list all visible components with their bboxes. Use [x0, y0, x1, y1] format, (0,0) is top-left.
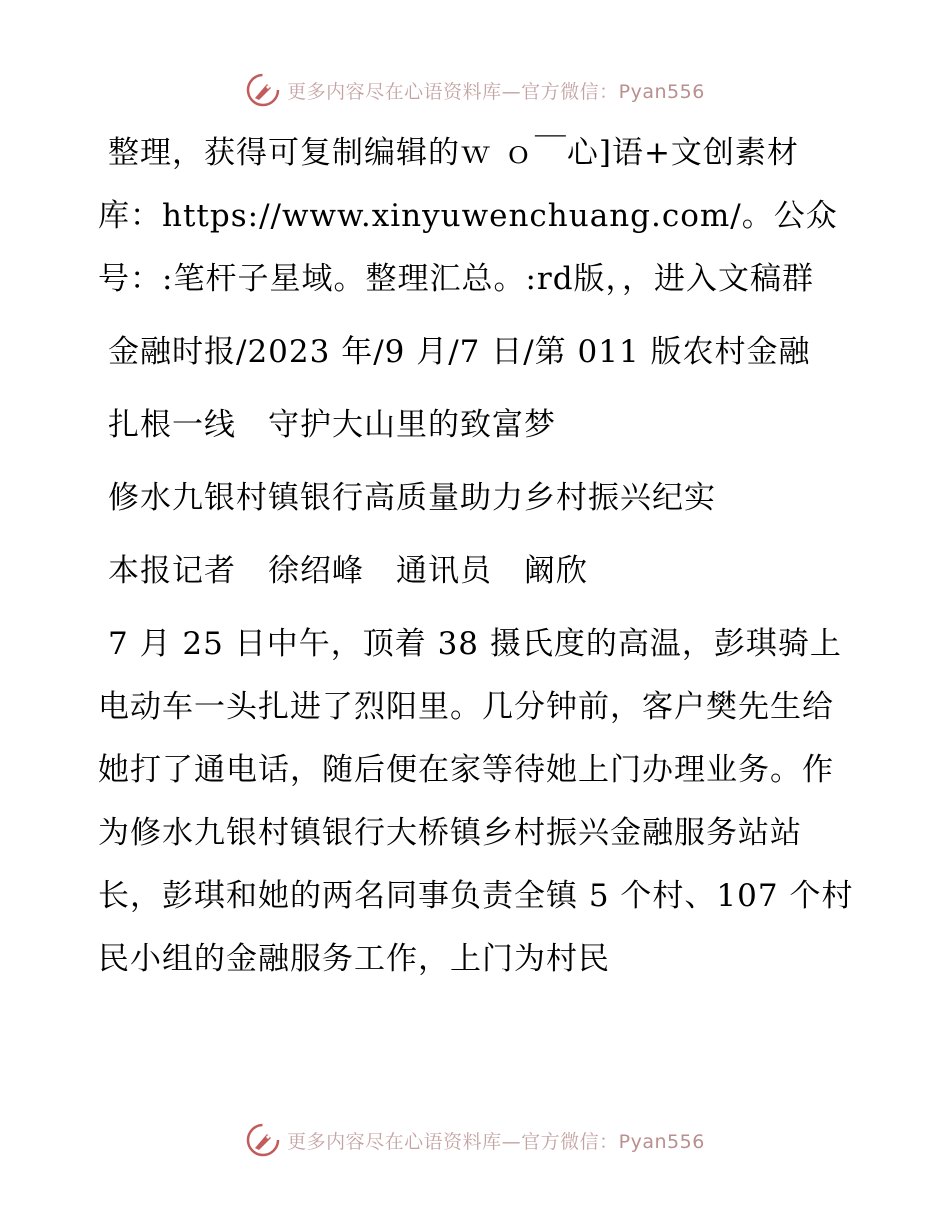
watermark-text: 更多内容尽在心语资料库—官方微信：Pyan556 — [287, 1130, 705, 1153]
article-subtitle: 修水九银村镇银行高质量助力乡村振兴纪实 — [108, 480, 716, 516]
footer-watermark — [0, 1120, 950, 1160]
header-watermark — [0, 70, 950, 110]
source-line: 金融时报/2023 年/9 月/7 日/第 011 版农村金融 — [108, 334, 811, 370]
article-title: 扎根一线 守护大山里的致富梦 — [108, 407, 556, 443]
document-body — [98, 122, 858, 1001]
watermark-text: 更多内容尽在心语资料库—官方微信：Pyan556 — [287, 80, 705, 103]
byline: 本报记者 徐绍峰 通讯员 阚欣 — [108, 553, 588, 589]
pen-nib-circle-icon — [245, 72, 281, 108]
pen-nib-circle-icon — [245, 1122, 281, 1158]
watermark-wechat: Pyan556 — [618, 1130, 705, 1153]
watermark-wechat: Pyan556 — [618, 80, 705, 103]
intro-paragraph: 整理，获得可复制编辑的ｗ ｏ￣心]语+文创素材库：https://www.xinyuwenchuang.com/。公众号：:笔杆子星域。整理汇总。:rd版，，进入文稿群 — [98, 135, 838, 297]
body-paragraph: 7 月 25 日中午，顶着 38 摄氏度的高温，彭琪骑上电动车一头扎进了烈阳里。几分钟前，客户樊先生给她打了通电话，随后便在家等待她上门办理业务。作为修水九银村镇银行大桥镇乡村振兴金融服务站站长，彭琪和她的两名同事负责全镇 5 个村、107 个村民小组的金融服务工作，上门为村民 — [98, 626, 854, 977]
